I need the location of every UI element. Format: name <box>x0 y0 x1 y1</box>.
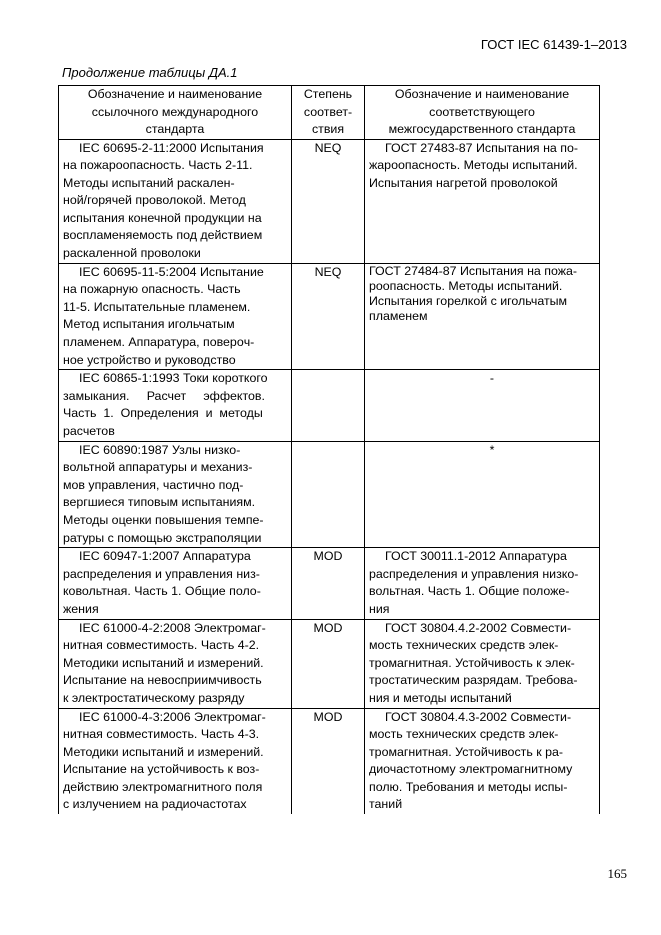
table-row <box>59 263 600 370</box>
cell-line: жароопасность. Методы испытаний. <box>369 158 578 173</box>
cell-line: IEC 61000-4-3:2006 Электромаг- <box>79 709 266 724</box>
cell-line: распределения и управления низко- <box>369 566 579 581</box>
interstate-standard-cell <box>365 441 600 548</box>
header-line: стандарта <box>145 122 205 136</box>
cell-line: вергшиеся типовым испытаниям. <box>63 495 256 510</box>
table-row <box>59 619 600 708</box>
cell-line: - <box>489 371 495 386</box>
cell-line: полю. Требования и методы испы- <box>369 779 568 794</box>
cell-line: тростатическим разрядам. Требова- <box>369 673 578 688</box>
header-line: Обозначение и наименование <box>394 87 570 101</box>
cell-line: нитная совместимость. Часть 4-2. <box>63 638 260 653</box>
cell-line: Испытания горелкой с игольчатым <box>369 293 568 308</box>
cell-line: действию электромагнитного поля <box>63 779 263 794</box>
cell-line: к электростатическому разряду <box>63 690 245 705</box>
header-interstate-standard <box>365 86 600 140</box>
cell-line: мов управления, частично под- <box>63 477 244 492</box>
cell-line: Испытание на устойчивость к воз- <box>63 762 260 777</box>
international-standard-cell <box>59 370 292 441</box>
cell-line: 11-5. Испытательные пламенем. <box>63 299 251 314</box>
interstate-standard-cell <box>365 619 600 708</box>
interstate-standard-cell <box>365 370 600 441</box>
cell-line: IEC 60865-1:1993 Токи короткого <box>79 371 268 386</box>
cell-line: пламенем. Аппаратура, поверoч- <box>63 335 255 350</box>
cell-line: на пожарную опасность. Часть <box>63 282 241 297</box>
cell-line: диочастотному электромагнитному <box>369 762 573 777</box>
interstate-standard-cell <box>365 708 600 814</box>
header-line: Обозначение и наименование <box>87 87 263 101</box>
cell-line: мость технических средств элек- <box>369 638 559 653</box>
degree-cell <box>292 370 365 441</box>
cell-line: распределения и управления низ- <box>63 566 260 581</box>
international-standard-cell <box>59 441 292 548</box>
table-row <box>59 370 600 441</box>
cell-line: Методы испытаний раскален- <box>63 175 235 190</box>
header-line: ссылочного международного <box>91 104 259 119</box>
cell-line: IEC 60695-11-5:2004 Испытание <box>79 264 264 279</box>
cell-line: IEC 60695-2-11:2000 Испытания <box>79 140 264 155</box>
international-standard-cell <box>59 619 292 708</box>
cell-line: Испытание на невосприимчивость <box>63 673 262 688</box>
cell-line: ГОСТ 30804.4.3-2002 Совмести- <box>385 709 572 724</box>
cell-line: жения <box>63 601 99 616</box>
table-row <box>59 139 600 263</box>
degree-cell: NEQ <box>292 263 365 370</box>
cell-line: IEC 60947-1:2007 Аппаратура <box>79 549 251 564</box>
cell-line: Методики испытаний и измерений. <box>63 744 264 759</box>
header-degree <box>292 86 365 140</box>
international-standard-cell <box>59 139 292 263</box>
cell-line: мость технических средств элек- <box>369 727 559 742</box>
header-international-standard <box>59 86 292 140</box>
cell-line: Методики испытаний и измерений. <box>63 655 264 670</box>
cell-line: * <box>489 442 495 457</box>
table-row <box>59 708 600 814</box>
interstate-standard-cell <box>365 548 600 619</box>
cell-line: на пожароопасность. Часть 2-11. <box>63 158 253 173</box>
cell-line: тромагнитная. Устойчивость к элек- <box>369 655 575 670</box>
cell-line: ния и методы испытаний <box>369 690 512 705</box>
degree-cell: MOD <box>292 708 365 814</box>
cell-line: Метод испытания игольчатым <box>63 317 235 332</box>
cell-line: IEC 60890:1987 Узлы низко- <box>79 442 241 457</box>
cell-line: вольтная. Часть 1. Общие положе- <box>369 584 570 599</box>
cell-line: ное устройство и руководство <box>63 352 236 367</box>
document-code: ГОСТ IEC 61439-1–2013 <box>480 37 627 52</box>
cell-line: с излучением на радиочастотах <box>63 797 247 812</box>
cell-line: Часть 1. Определения и методы <box>63 406 263 421</box>
table-row <box>59 441 600 548</box>
header-line: Степень <box>303 87 353 101</box>
cell-line: тромагнитная. Устойчивость к ра- <box>369 744 563 759</box>
header-line: соответ- <box>303 104 353 119</box>
cell-line: таний <box>369 797 403 812</box>
header-line: межгосударственного стандарта <box>388 122 576 136</box>
page-number: 165 <box>607 866 627 881</box>
cell-line: замыкания. Расчет эффектов. <box>63 388 265 403</box>
cell-line: воспламеняемость под действием <box>63 228 263 243</box>
degree-cell: NEQ <box>292 139 365 263</box>
cell-line: ГОСТ 30804.4.2-2002 Совмести- <box>385 620 572 635</box>
interstate-standard-cell <box>365 139 600 263</box>
table-caption: Продолжение таблицы ДА.1 <box>62 65 238 80</box>
cell-line: ГОСТ 30011.1-2012 Аппаратура <box>385 549 567 564</box>
header-line: ствия <box>311 122 345 136</box>
cell-line: вольтной аппаратуры и механиз- <box>63 460 253 475</box>
cell-line: Методы оценки повышения темпе- <box>63 512 264 527</box>
cell-line: пламенем <box>369 308 428 323</box>
header-line: соответствующего <box>429 104 535 119</box>
cell-line: ратуры с помощью экстраполяции <box>63 530 262 545</box>
cell-line: роопасность. Методы испытаний. <box>369 278 563 293</box>
cell-line: ной/горячей проволокой. Метод <box>63 193 246 208</box>
references-table <box>58 85 600 814</box>
international-standard-cell <box>59 263 292 370</box>
cell-line: ГОСТ 27484-87 Испытания на пожа- <box>369 263 578 278</box>
cell-line: раскаленной проволоки <box>63 246 201 261</box>
interstate-standard-cell <box>365 263 600 370</box>
cell-line: ковольтная. Часть 1. Общие поло- <box>63 584 261 599</box>
cell-line: ния <box>369 601 390 616</box>
table-row <box>59 548 600 619</box>
international-standard-cell <box>59 708 292 814</box>
cell-line: IEC 61000-4-2:2008 Электромаг- <box>79 620 266 635</box>
degree-cell: MOD <box>292 619 365 708</box>
cell-line: расчетов <box>63 424 115 438</box>
cell-line: ГОСТ 27483-87 Испытания на по- <box>385 140 578 155</box>
degree-cell: MOD <box>292 548 365 619</box>
cell-line: Испытания нагретой проволокой <box>369 175 558 190</box>
international-standard-cell <box>59 548 292 619</box>
table-header-row <box>59 86 600 140</box>
cell-line: нитная совместимость. Часть 4-3. <box>63 727 260 742</box>
cell-line: испытания конечной продукции на <box>63 210 262 225</box>
degree-cell <box>292 441 365 548</box>
